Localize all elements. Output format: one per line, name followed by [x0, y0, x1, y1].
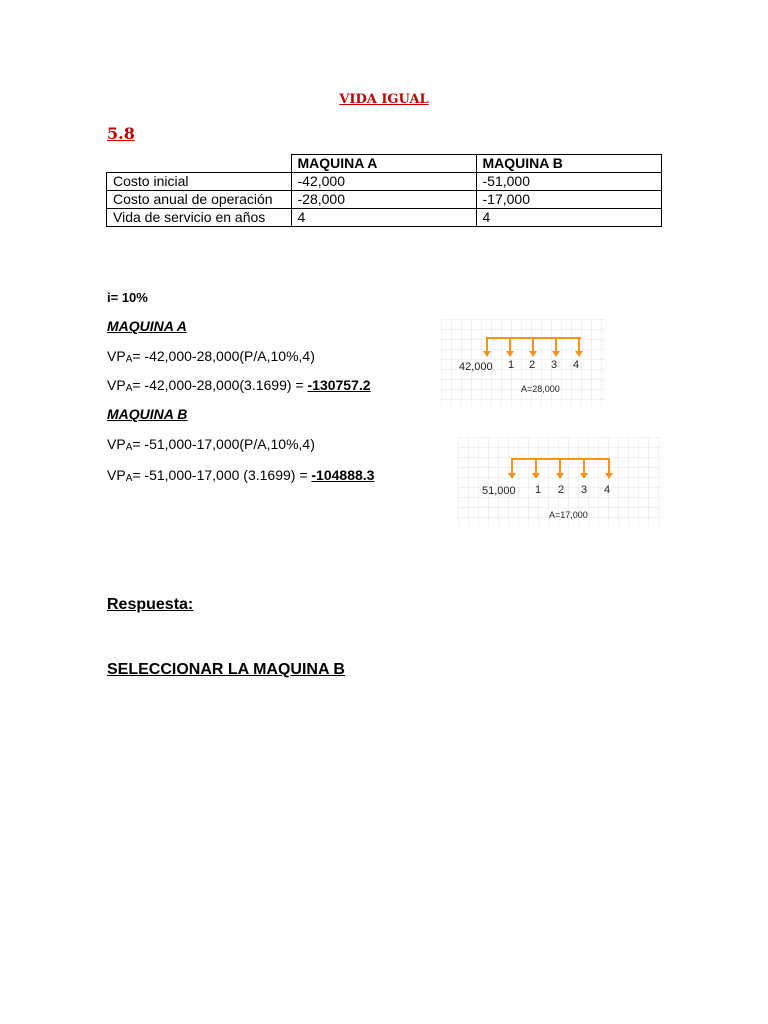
machine-a-heading: MAQUINA A: [107, 318, 187, 334]
document-title: [0, 92, 768, 107]
comparison-table: [106, 154, 662, 227]
eq-subscript: A: [125, 383, 133, 394]
period-label: 4: [573, 359, 580, 371]
table-row: [107, 173, 662, 191]
initial-cost-label: 42,000: [459, 361, 493, 373]
eq-prefix: VP: [107, 436, 126, 452]
problem-number: 5.8: [107, 124, 135, 143]
table-header-cell: [107, 155, 292, 173]
period-label: 4: [604, 484, 611, 496]
answer-text: SELECCIONAR LA MAQUINA B: [107, 661, 345, 678]
table-cell: Costo inicial: [107, 173, 292, 191]
title-text: VIDA IGUAL: [339, 92, 429, 107]
annuity-label: A=17,000: [549, 510, 588, 520]
machine-b-equation-1: [107, 436, 315, 453]
table-row: [107, 209, 662, 227]
eq-prefix: VP: [107, 377, 126, 393]
eq-subscript: A: [125, 442, 133, 453]
eq-prefix: VP: [107, 348, 126, 364]
annuity-label: A=28,000: [521, 384, 560, 394]
table-cell: -17,000: [476, 191, 661, 209]
interest-rate: i= 10%: [107, 290, 148, 305]
period-label: 3: [581, 484, 588, 496]
machine-b-result: -104888.3: [311, 467, 375, 483]
machine-b-equation-2: [107, 467, 374, 484]
table-cell: 4: [476, 209, 661, 227]
table-cell: Costo anual de operación: [107, 191, 292, 209]
table-header-row: [107, 155, 662, 173]
answer-heading: Respuesta:: [107, 596, 194, 613]
eq-prefix: VP: [107, 467, 126, 483]
machine-b-cashflow-diagram: [458, 437, 661, 527]
eq-subscript: A: [125, 354, 133, 365]
table-header-cell: MAQUINA A: [291, 155, 476, 173]
table-cell: -42,000: [291, 173, 476, 191]
period-label: 2: [529, 359, 536, 371]
table-cell: 4: [291, 209, 476, 227]
table-cell: -51,000: [476, 173, 661, 191]
initial-cost-label: 51,000: [482, 485, 516, 497]
period-label: 3: [551, 359, 558, 371]
machine-b-heading: MAQUINA B: [107, 406, 188, 422]
eq-body: = -42,000-28,000(P/A,10%,4): [132, 348, 315, 364]
machine-a-cashflow-diagram: [441, 319, 605, 407]
table-row: [107, 191, 662, 209]
period-label: 1: [508, 359, 515, 371]
table-header-cell: MAQUINA B: [476, 155, 661, 173]
eq-subscript: A: [125, 473, 133, 484]
eq-body: = -51,000-17,000 (3.1699) =: [132, 467, 312, 483]
machine-a-equation-1: [107, 348, 315, 365]
eq-body: = -42,000-28,000(3.1699) =: [132, 377, 308, 393]
machine-a-equation-2: [107, 377, 371, 394]
table-cell: -28,000: [291, 191, 476, 209]
period-label: 2: [558, 484, 565, 496]
table-cell: Vida de servicio en años: [107, 209, 292, 227]
period-label: 1: [535, 484, 542, 496]
eq-body: = -51,000-17,000(P/A,10%,4): [132, 436, 315, 452]
machine-a-result: -130757.2: [307, 377, 371, 393]
